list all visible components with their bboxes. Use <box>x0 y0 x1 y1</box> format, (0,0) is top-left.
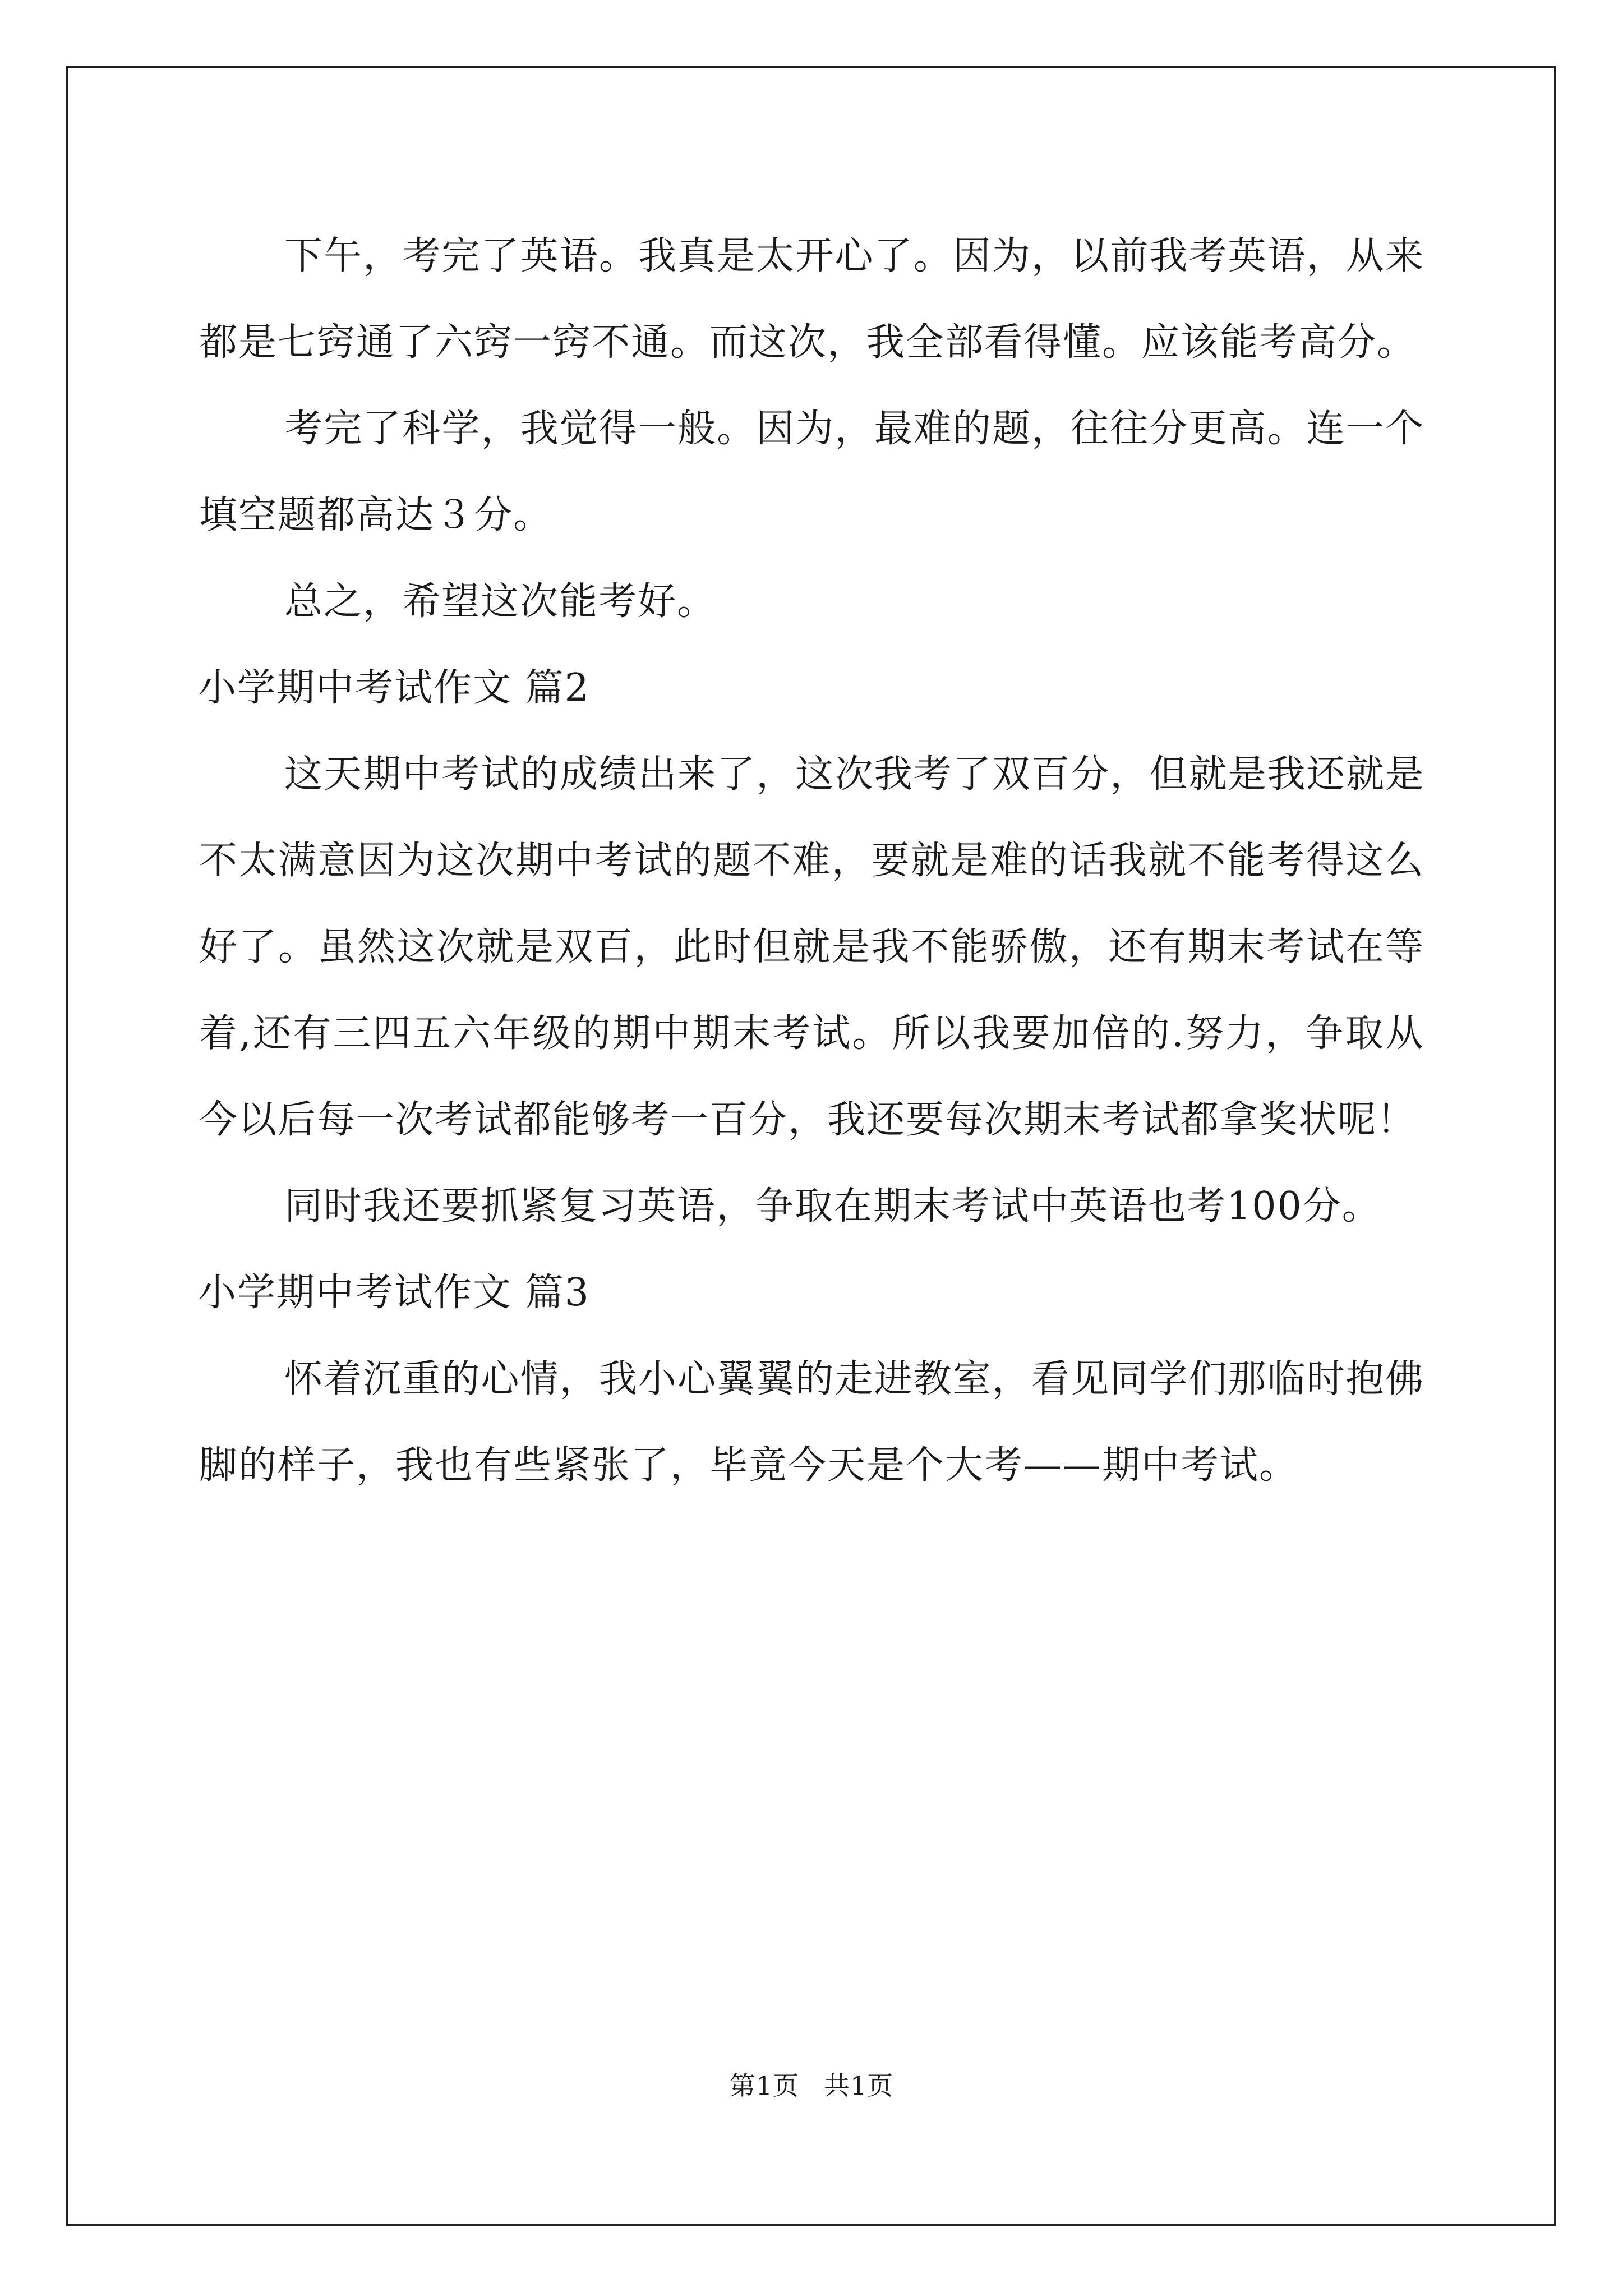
section-heading-3: 小学期中考试作文 篇3 <box>198 1271 590 1315</box>
paragraph-4: 这天期中考试的成绩出来了，这次我考了双百分，但就是我还就是不太满意因为这次期中考试的题不难，要就是难的话我就不能考得这么好了。虽然这次就是双百，此时但就是我不能骄傲，还有期末考试在等着,还有三四五六年级的期中期末考试。所以我要加倍的.努力，争取从今以后每一次考试都能够考一百分，我还要每次期末考试都拿奖状呢！ <box>199 752 1424 1142</box>
page-footer <box>0 2065 1623 2102</box>
paragraph-6: 怀着沉重的心情，我小心翼翼的走进教室，看见同学们那临时抱佛脚的样子，我也有些紧张了，毕竟今天是个大考——期中考试。 <box>199 1357 1424 1488</box>
section-heading-2: 小学期中考试作文 篇2 <box>198 666 590 710</box>
paragraph-3: 总之，希望这次能考好。 <box>284 579 717 624</box>
page-number: 第1页 <box>729 2070 799 2101</box>
page-total: 共1页 <box>824 2070 894 2101</box>
paragraph-1: 下午，考完了英语。我真是太开心了。因为，以前我考英语，从来都是七窍通了六窍一窍不通。而这次，我全部看得懂。应该能考高分。 <box>199 234 1424 365</box>
document-body <box>199 213 1424 1509</box>
paragraph-5: 同时我还要抓紧复习英语，争取在期末考试中英语也考100分。 <box>284 1184 1381 1228</box>
paragraph-2: 考完了科学，我觉得一般。因为，最难的题，往往分更高。连一个填空题都高达３分。 <box>199 407 1424 537</box>
